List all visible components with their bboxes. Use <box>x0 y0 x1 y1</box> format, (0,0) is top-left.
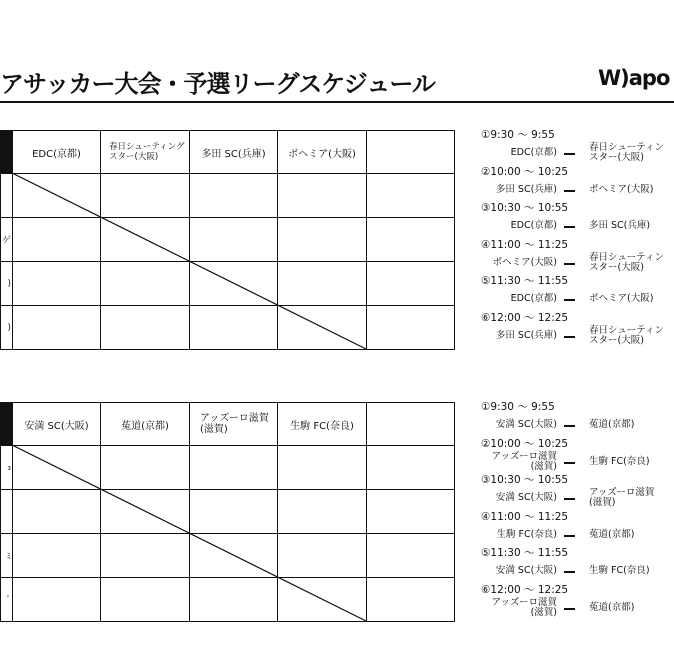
row-label <box>1 490 13 534</box>
home-team: アッズーロ滋賀 (滋賀) <box>491 450 557 472</box>
away-team: 生駒 FC(奈良) <box>589 565 650 576</box>
row-label <box>1 174 13 218</box>
result-cell <box>13 218 101 262</box>
away-team: 菟道(京都) <box>589 528 635 540</box>
team-header: ボヘミア(大阪) <box>278 131 367 174</box>
result-cell <box>13 534 101 578</box>
result-cell <box>13 262 101 306</box>
versus-dash <box>564 425 575 427</box>
team-header: アッズーロ滋賀 (滋賀) <box>190 403 278 446</box>
result-cell <box>101 174 190 218</box>
result-cell <box>367 490 455 534</box>
logo: W)apo <box>598 66 670 90</box>
result-cell <box>101 578 190 622</box>
result-cell <box>190 534 278 578</box>
away-team: 生駒 FC(奈良) <box>589 455 650 467</box>
match-row <box>481 449 671 475</box>
result-cell <box>278 262 367 306</box>
home-team: 安満 SC(大阪) <box>495 492 557 503</box>
result-cell <box>13 578 101 622</box>
result-cell <box>13 490 101 534</box>
home-team: 安満 SC(大阪) <box>495 565 557 576</box>
home-team: 生駒 FC(奈良) <box>496 528 557 540</box>
match-row <box>481 558 671 584</box>
versus-dash <box>564 190 575 192</box>
result-cell <box>101 306 190 350</box>
result-cell <box>367 262 455 306</box>
home-team: 多田 SC(兵庫) <box>495 329 557 341</box>
home-team: 多田 SC(兵庫) <box>495 183 557 195</box>
match-row <box>481 323 671 349</box>
away-team: ボヘミア(大阪) <box>589 293 654 304</box>
match-time: ②10:00 ～ 10:25 <box>481 165 569 178</box>
away-team: 多田 SC(兵庫) <box>589 220 651 231</box>
result-cell <box>190 490 278 534</box>
away-team: 菟道(京都) <box>589 601 635 613</box>
team-header: EDC(京都) <box>13 131 101 174</box>
versus-dash <box>564 462 575 464</box>
versus-dash <box>564 608 575 610</box>
row-label: ﾟ <box>1 578 13 622</box>
away-team: 春日シューティン スター(大阪) <box>589 142 665 163</box>
versus-dash <box>564 535 575 537</box>
home-team: EDC(京都) <box>510 220 557 231</box>
league1-matrix <box>0 130 455 350</box>
row-label: ﾐ <box>1 534 13 578</box>
match-time: ①9:30 ～ 9:55 <box>481 129 555 141</box>
versus-dash <box>564 153 575 155</box>
page-title: アサッカー大会・予選リーグスケジュール <box>0 70 435 98</box>
league2-matrix <box>0 402 455 622</box>
result-cell <box>367 578 455 622</box>
row-label: ゲ <box>1 218 13 262</box>
away-team: 春日シューティン スター(大阪) <box>589 251 665 273</box>
row-label: ₃ <box>1 446 13 490</box>
match-time: ⑤11:30 ～ 11:55 <box>481 275 569 287</box>
home-team: EDC(京都) <box>510 147 557 158</box>
result-cell <box>278 578 367 622</box>
away-team: ボヘミア(大阪) <box>589 183 654 195</box>
match-row <box>481 595 671 621</box>
result-cell <box>367 174 455 218</box>
home-team: EDC(京都) <box>510 293 557 304</box>
league1-schedule <box>481 127 674 352</box>
versus-dash <box>564 299 575 301</box>
match-row <box>481 140 671 166</box>
versus-dash <box>564 336 575 338</box>
away-team: アッズーロ滋賀 (滋賀) <box>589 487 655 508</box>
match-time: ⑤11:30 ～ 11:55 <box>481 547 569 559</box>
result-cell <box>367 218 455 262</box>
result-cell <box>101 490 190 534</box>
versus-dash <box>564 263 575 265</box>
match-time: ④11:00 ～ 11:25 <box>481 238 569 251</box>
versus-dash <box>564 571 575 573</box>
team-header <box>367 403 455 446</box>
result-cell <box>190 306 278 350</box>
match-time: ①9:30 ～ 9:55 <box>481 401 555 413</box>
team-header: 安満 SC(大阪) <box>13 403 101 446</box>
result-cell <box>190 262 278 306</box>
versus-dash <box>564 498 575 500</box>
match-time: ⑥12:00 ～ 12:25 <box>481 311 569 324</box>
match-time: ③10:30 ～ 10:55 <box>481 202 569 214</box>
result-cell <box>190 174 278 218</box>
league2-schedule <box>481 399 674 624</box>
result-cell <box>367 534 455 578</box>
match-row <box>481 213 671 239</box>
result-cell <box>101 262 190 306</box>
result-cell <box>190 578 278 622</box>
matrix-corner <box>1 403 13 446</box>
match-time: ④11:00 ～ 11:25 <box>481 510 569 523</box>
result-cell <box>278 446 367 490</box>
team-header: 菟道(京都) <box>101 403 190 446</box>
result-cell <box>367 446 455 490</box>
home-team: ボヘミア(大阪) <box>492 256 557 268</box>
result-cell <box>278 490 367 534</box>
away-team: 春日シューティン スター(大阪) <box>589 324 665 346</box>
match-row <box>481 522 671 548</box>
match-row <box>481 286 671 312</box>
result-cell <box>278 534 367 578</box>
result-cell <box>101 218 190 262</box>
result-cell <box>190 218 278 262</box>
result-cell <box>13 174 101 218</box>
result-cell <box>278 306 367 350</box>
match-row <box>481 412 671 438</box>
match-time: ②10:00 ～ 10:25 <box>481 437 569 450</box>
team-header <box>367 131 455 174</box>
result-cell <box>13 446 101 490</box>
result-cell <box>101 446 190 490</box>
row-label: ) <box>1 306 13 350</box>
row-label: ) <box>1 262 13 306</box>
match-time: ⑥12:00 ～ 12:25 <box>481 583 569 596</box>
title-divider <box>0 101 674 103</box>
result-cell <box>278 174 367 218</box>
team-header: 春日シューティング スター(大阪) <box>101 131 190 174</box>
match-row <box>481 485 671 511</box>
result-cell <box>101 534 190 578</box>
result-cell <box>190 446 278 490</box>
match-row <box>481 177 671 203</box>
team-header: 多田 SC(兵庫) <box>190 131 278 174</box>
result-cell <box>367 306 455 350</box>
home-team: 安満 SC(大阪) <box>495 419 557 430</box>
matrix-corner <box>1 131 13 174</box>
match-row <box>481 250 671 276</box>
team-header: 生駒 FC(奈良) <box>278 403 367 446</box>
match-time: ③10:30 ～ 10:55 <box>481 474 569 486</box>
versus-dash <box>564 226 575 228</box>
result-cell <box>278 218 367 262</box>
home-team: アッズーロ滋賀 (滋賀) <box>491 596 557 618</box>
result-cell <box>13 306 101 350</box>
away-team: 菟道(京都) <box>589 419 635 430</box>
